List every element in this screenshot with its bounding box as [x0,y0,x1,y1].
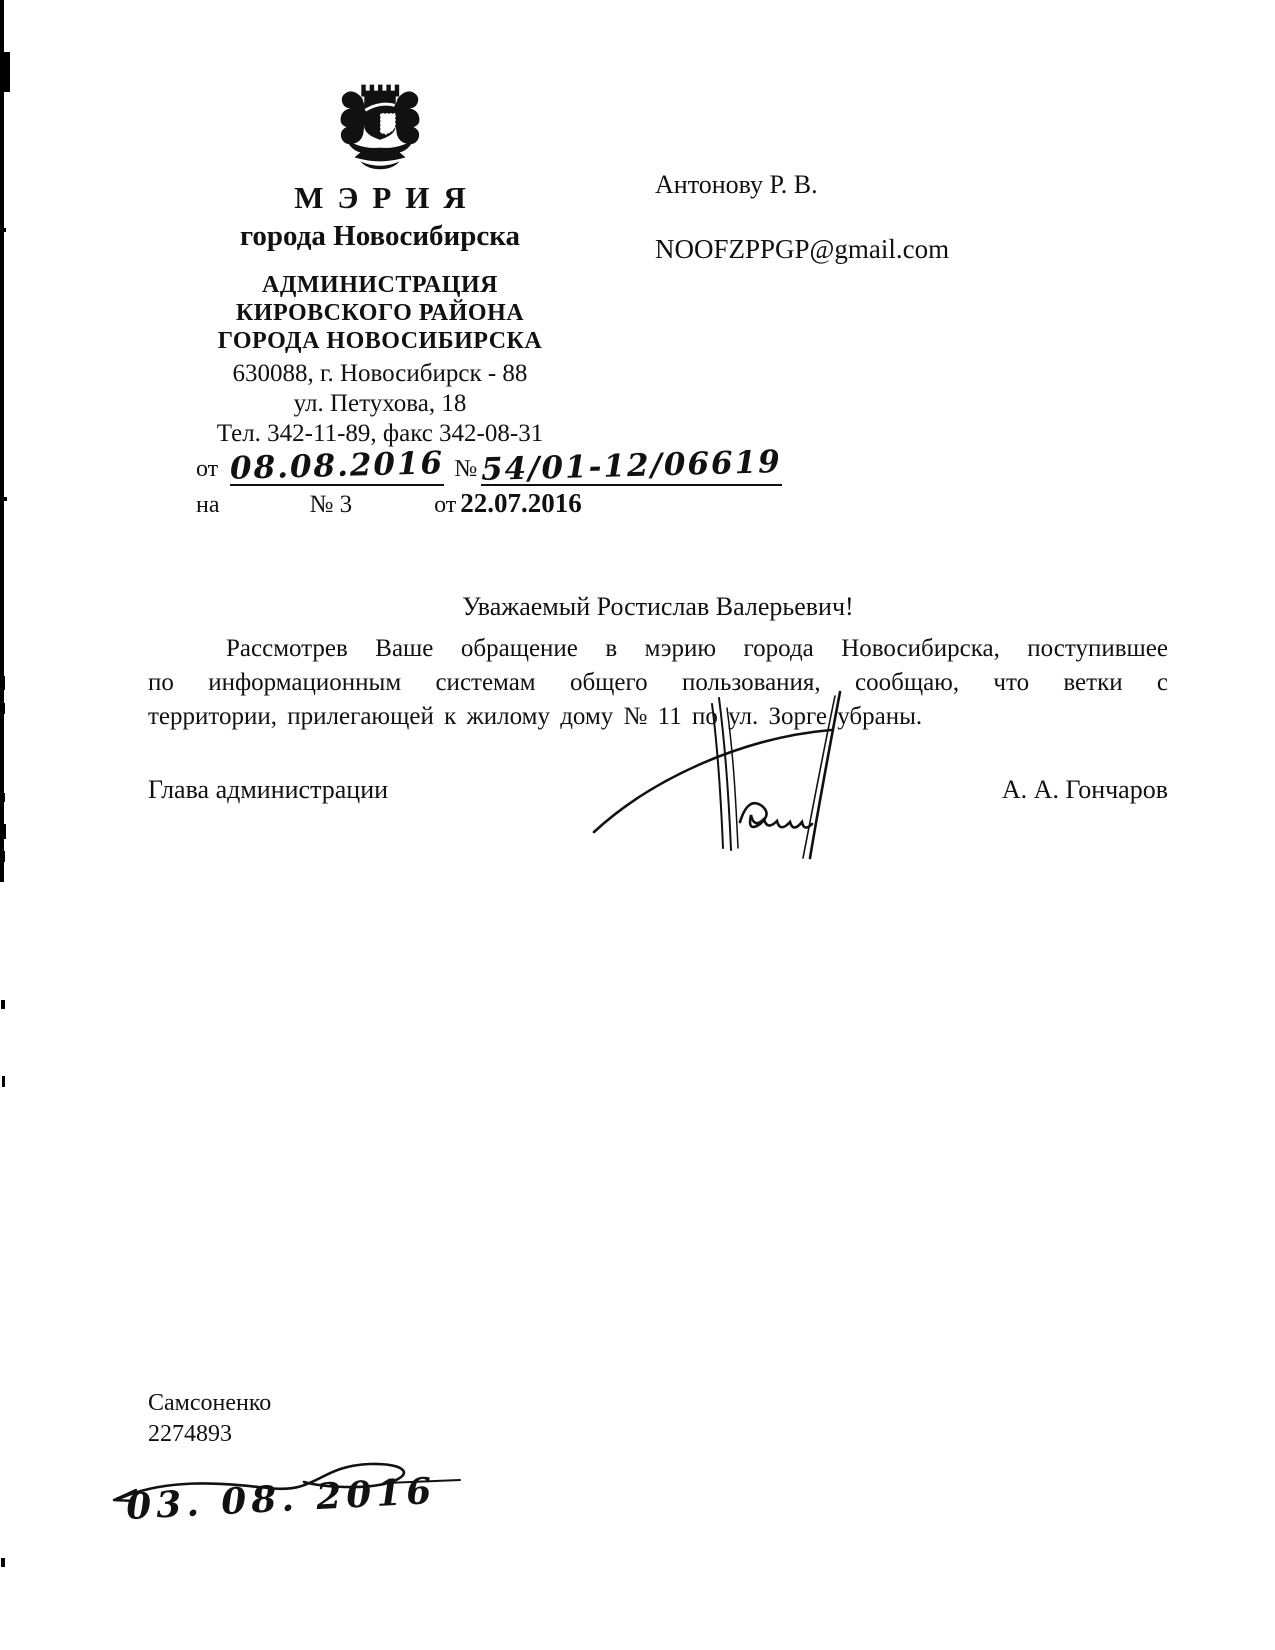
signature-scrawl-icon [588,690,848,860]
dept-line-1: АДМИНИСТРАЦИЯ [262,272,498,298]
phone-fax-line: Тел. 342-11-89, факс 342-08-31 [216,420,544,447]
ref-number-handwritten: 54/01-12/06619 [480,444,783,488]
novosibirsk-coat-of-arms-icon [321,78,439,170]
letterhead [130,78,630,449]
address-line-1: 630088, г. Новосибирск - 88 [232,360,528,387]
dept-line-2: КИРОВСКОГО РАЙОНА [235,300,525,326]
executor-block [148,1388,271,1450]
org-name-main: МЭРИЯ [294,180,480,215]
executor-phone: 2274893 [148,1421,232,1447]
dept-line-3: ГОРОДА НОВОСИБИРСКА [217,328,543,354]
body-line-2: по информационным системам общего пользования, сообщаю, что ветки с [148,669,1168,696]
executor-name: Самсоненко [148,1390,272,1416]
reply-number: № 3 [309,491,353,518]
ref-from-label: от [196,456,219,482]
signer-name: А. А. Гончаров [1001,775,1168,804]
salutation: Уважаемый Ростислав Валерьевич! [462,592,854,621]
address-line-2: ул. Петухова, 18 [293,390,467,417]
reference-line-outgoing [196,444,783,488]
signer-title: Глава администрации [148,775,389,804]
body-line-1: Рассмотрев Ваше обращение в мэрию города Новосибирска, поступившее [226,635,1168,662]
reply-from-label: от [434,492,457,518]
recipient-email: NOOFZPPGP@gmail.com [655,234,950,264]
reply-date: 22.07.2016 [460,488,582,518]
reference-line-incoming [196,488,636,519]
reply-prefix-label: на [196,492,220,518]
recipient-name: Антонову Р. В. [655,170,818,199]
recipient-block [655,170,949,265]
ref-date-handwritten: 08.08.2016 [229,445,445,487]
ref-number-label: № [454,456,478,482]
org-name-city: города Новосибирска [239,220,521,252]
body-line-3: территории, прилегающей к жилому дому № 11 по ул. Зорге убраны. [148,703,923,730]
footer-handwritten-date: 03. 08. 2016 [125,1469,438,1529]
